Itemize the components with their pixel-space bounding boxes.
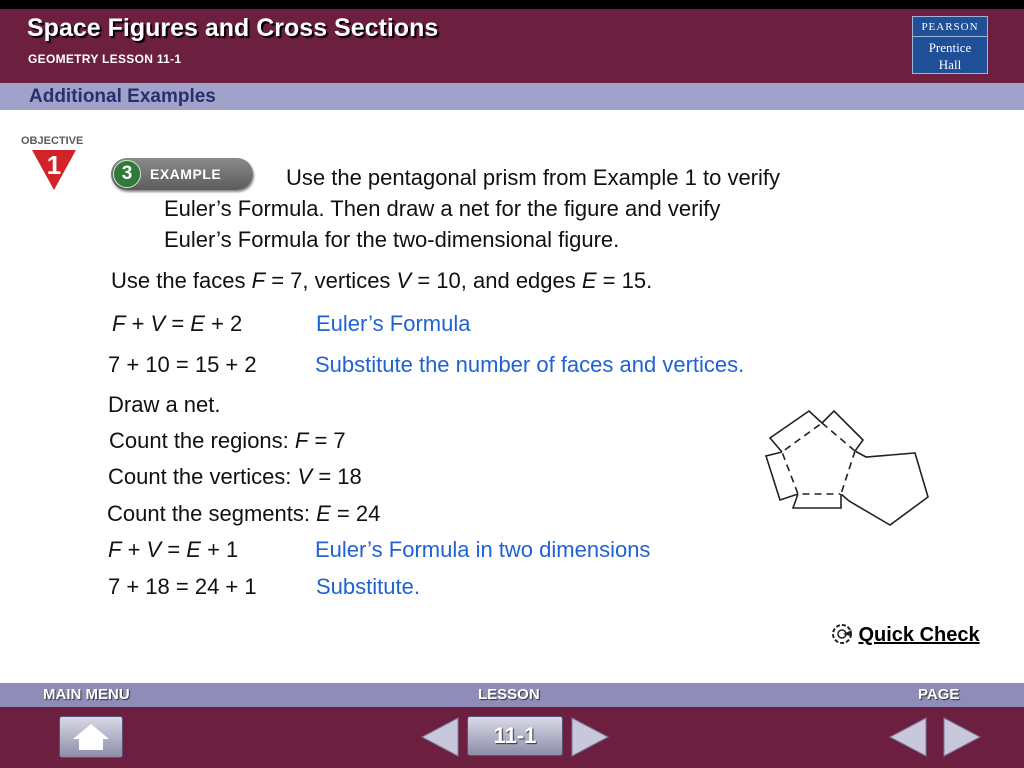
- quick-check-link[interactable]: [830, 622, 980, 647]
- op: + 1: [200, 537, 239, 562]
- quick-check-label[interactable]: Quick Check: [858, 624, 980, 646]
- section-label: Additional Examples: [29, 86, 216, 107]
- page-prev-button[interactable]: [888, 716, 928, 758]
- quick-check-icon: [830, 622, 854, 646]
- count-regions-value: = 7: [308, 428, 346, 453]
- var-v: V: [297, 464, 313, 489]
- main-menu-label: MAIN MENU: [43, 686, 130, 703]
- page-title: Space Figures and Cross Sections: [27, 14, 439, 42]
- var-e: E: [190, 311, 205, 336]
- home-button[interactable]: [59, 716, 123, 758]
- page-label: PAGE: [918, 686, 960, 703]
- net-face-top-right: [822, 411, 863, 451]
- page-next-button[interactable]: [942, 716, 982, 758]
- op: + 2: [204, 311, 243, 336]
- substitution-2d-expr: 7 + 18 = 24 + 1: [108, 574, 257, 599]
- lesson-prev-button[interactable]: [420, 716, 460, 758]
- substitution-expr: 7 + 10 = 15 + 2: [108, 352, 257, 377]
- count-vertices-label: Count the vertices:: [108, 464, 298, 489]
- given-values-line: [111, 268, 652, 294]
- count-segments-value: = 24: [330, 501, 381, 526]
- logo-line-3: Hall: [938, 57, 962, 72]
- count-vertices-value: = 18: [312, 464, 362, 489]
- problem-line-1: Use the pentagonal prism from Example 1 to verify: [286, 165, 781, 190]
- net-right-pentagon: [841, 451, 928, 525]
- logo-line-2: Prentice: [928, 40, 972, 55]
- logo-line-1: PEARSON: [913, 21, 987, 37]
- net-face-bottom: [793, 494, 841, 508]
- var-f: F: [112, 311, 126, 336]
- substitution-2d-note: Substitute.: [316, 574, 420, 599]
- example-number: 3: [113, 160, 141, 188]
- op: =: [165, 311, 191, 336]
- net-face-top-left: [770, 411, 822, 452]
- euler-formula-2d: [108, 537, 238, 563]
- count-segments-label: Count the segments:: [107, 501, 317, 526]
- home-icon: [60, 717, 122, 757]
- euler-formula-2d-note: Euler’s Formula in two dimensions: [315, 537, 651, 562]
- lesson-number-button[interactable]: 11-1: [467, 716, 563, 756]
- op: =: [161, 537, 187, 562]
- euler-formula-note: Euler’s Formula: [316, 311, 471, 336]
- var-f: F: [251, 268, 266, 293]
- op: +: [121, 537, 147, 562]
- var-v: V: [146, 537, 162, 562]
- count-vertices: [108, 464, 362, 490]
- var-e: E: [581, 268, 597, 293]
- op: +: [125, 311, 151, 336]
- var-e: E: [316, 501, 331, 526]
- count-regions: [109, 428, 346, 454]
- prism-net-diagram: [760, 405, 935, 535]
- var-f: F: [294, 428, 309, 453]
- count-segments: [107, 501, 380, 527]
- count-regions-label: Count the regions:: [109, 428, 295, 453]
- given-text-1: Use the faces: [111, 268, 252, 293]
- euler-formula: [112, 311, 242, 337]
- var-e: E: [186, 537, 201, 562]
- publisher-logo: [912, 16, 988, 74]
- objective-label: OBJECTIVE: [21, 135, 84, 147]
- objective-number: 1: [46, 150, 62, 180]
- problem-line-2: Euler’s Formula. Then draw a net for the figure and verify: [164, 196, 721, 221]
- problem-line-3: Euler’s Formula for the two-dimensional figure.: [164, 227, 620, 252]
- lesson-next-button[interactable]: [570, 716, 610, 758]
- given-text-4: = 15.: [596, 268, 653, 293]
- lesson-label: LESSON: [478, 686, 540, 703]
- given-text-2: = 7, vertices: [265, 268, 397, 293]
- var-f: F: [108, 537, 122, 562]
- given-text-3: = 10, and edges: [411, 268, 582, 293]
- example-label: EXAMPLE: [150, 166, 222, 182]
- substitution-note: Substitute the number of faces and vertices.: [315, 352, 745, 377]
- var-v: V: [150, 311, 166, 336]
- draw-net-text: Draw a net.: [108, 392, 221, 417]
- lesson-subtitle: GEOMETRY LESSON 11-1: [28, 52, 182, 66]
- var-v: V: [396, 268, 412, 293]
- net-face-left: [766, 452, 798, 500]
